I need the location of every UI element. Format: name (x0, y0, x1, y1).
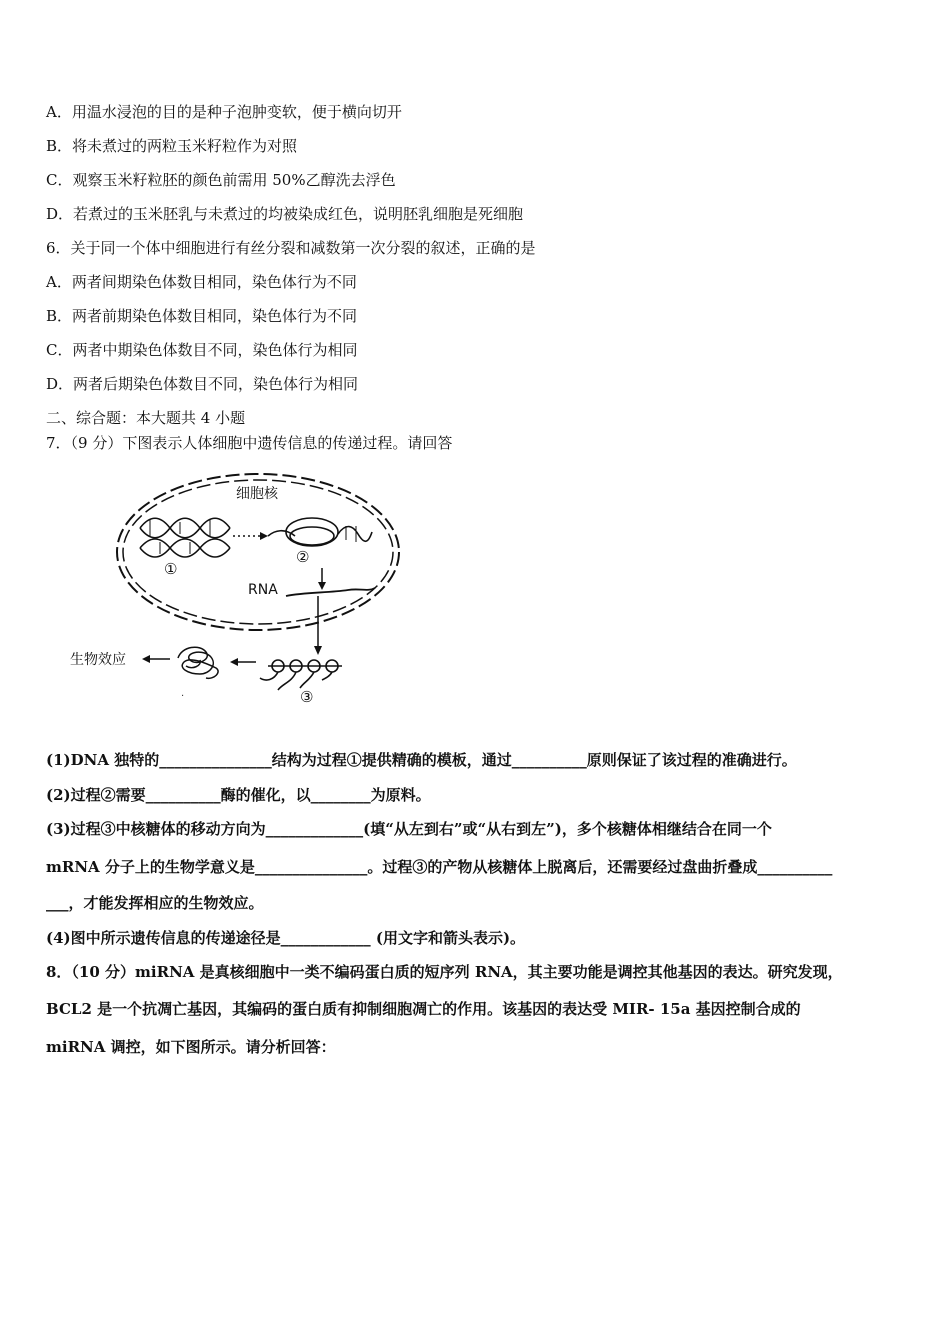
q6-stem: 6．关于同一个体中细胞进行有丝分裂和减数第一次分裂的叙述，正确的是 (46, 239, 536, 257)
q8-line-3: miRNA 调控，如下图所示。请分析回答： (46, 1038, 336, 1056)
q6-option-b: B．两者前期染色体数目相同，染色体行为不同 (46, 307, 358, 325)
q5-option-b: B．将未煮过的两粒玉米籽粒作为对照 (46, 137, 298, 155)
q5-option-c: C．观察玉米籽粒胚的颜色前需用 50%乙醇洗去浮色 (46, 171, 396, 189)
q6-option-d: D．两者后期染色体数目不同，染色体行为相同 (46, 375, 359, 393)
q7-part-4: (4)图中所示遗传信息的传递途径是____________ (用文字和箭头表示)。 (46, 929, 526, 947)
effect-label: 生物效应 (70, 652, 126, 668)
dna-helix-icon (140, 518, 230, 557)
q7-stem: 7．（9 分）下图表示人体细胞中遗传信息的传递过程。请回答 (46, 434, 453, 452)
q7-part-1: (1)DNA 独特的_______________结构为过程①提供精确的模板，通过__________原则保证了该过程的准确进行。 (46, 751, 797, 769)
q6-option-a: A．两者间期染色体数目相同，染色体行为不同 (46, 273, 357, 291)
marker-1: ① (164, 560, 178, 578)
marker-2: ② (296, 548, 310, 566)
q5-option-a: A．用温水浸泡的目的是种子泡肿变软，便于横向切开 (46, 103, 402, 121)
q7-part-3-end: ___，才能发挥相应的生物效应。 (46, 894, 264, 912)
figure-dot: . (181, 688, 185, 699)
q8-line-1: 8．（10 分）miRNA 是真核细胞中一类不编码蛋白质的短序列 RNA，其主要功能是调控其他基因的表达。研究发现， (46, 963, 843, 981)
folded-protein-icon (178, 647, 218, 678)
q7-part-3-cont: mRNA 分子上的生物学意义是_______________。过程③的产物从核糖体上脱离后，还需要经过盘曲折叠成__________ (46, 858, 833, 876)
rna-label: RNA (248, 582, 278, 598)
q5-option-d: D．若煮过的玉米胚乳与未煮过的均被染成红色，说明胚乳细胞是死细胞 (46, 205, 524, 223)
q8-line-2: BCL2 是一个抗凋亡基因，其编码的蛋白质有抑制细胞凋亡的作用。该基因的表达受 MIR- 15a 基因控制合成的 (46, 1000, 801, 1018)
gene-expression-diagram (60, 470, 420, 710)
arrow-head-icon (260, 532, 268, 540)
q7-part-2: (2)过程②需要__________酶的催化，以________为原料。 (46, 786, 431, 804)
nucleus-label: 细胞核 (236, 486, 278, 502)
section-title: 二、综合题：本大题共 4 小题 (46, 409, 246, 427)
q6-option-c: C．两者中期染色体数目不同，染色体行为相同 (46, 341, 358, 359)
transcription-bubble-icon (268, 518, 372, 546)
q7-part-3: (3)过程③中核糖体的移动方向为_____________(填“从左到右”或“从右到左”)，多个核糖体相继结合在同一个 (46, 820, 772, 838)
rna-strand (286, 588, 375, 596)
polyribosome-icon (260, 660, 342, 690)
marker-3: ③ (300, 688, 314, 706)
